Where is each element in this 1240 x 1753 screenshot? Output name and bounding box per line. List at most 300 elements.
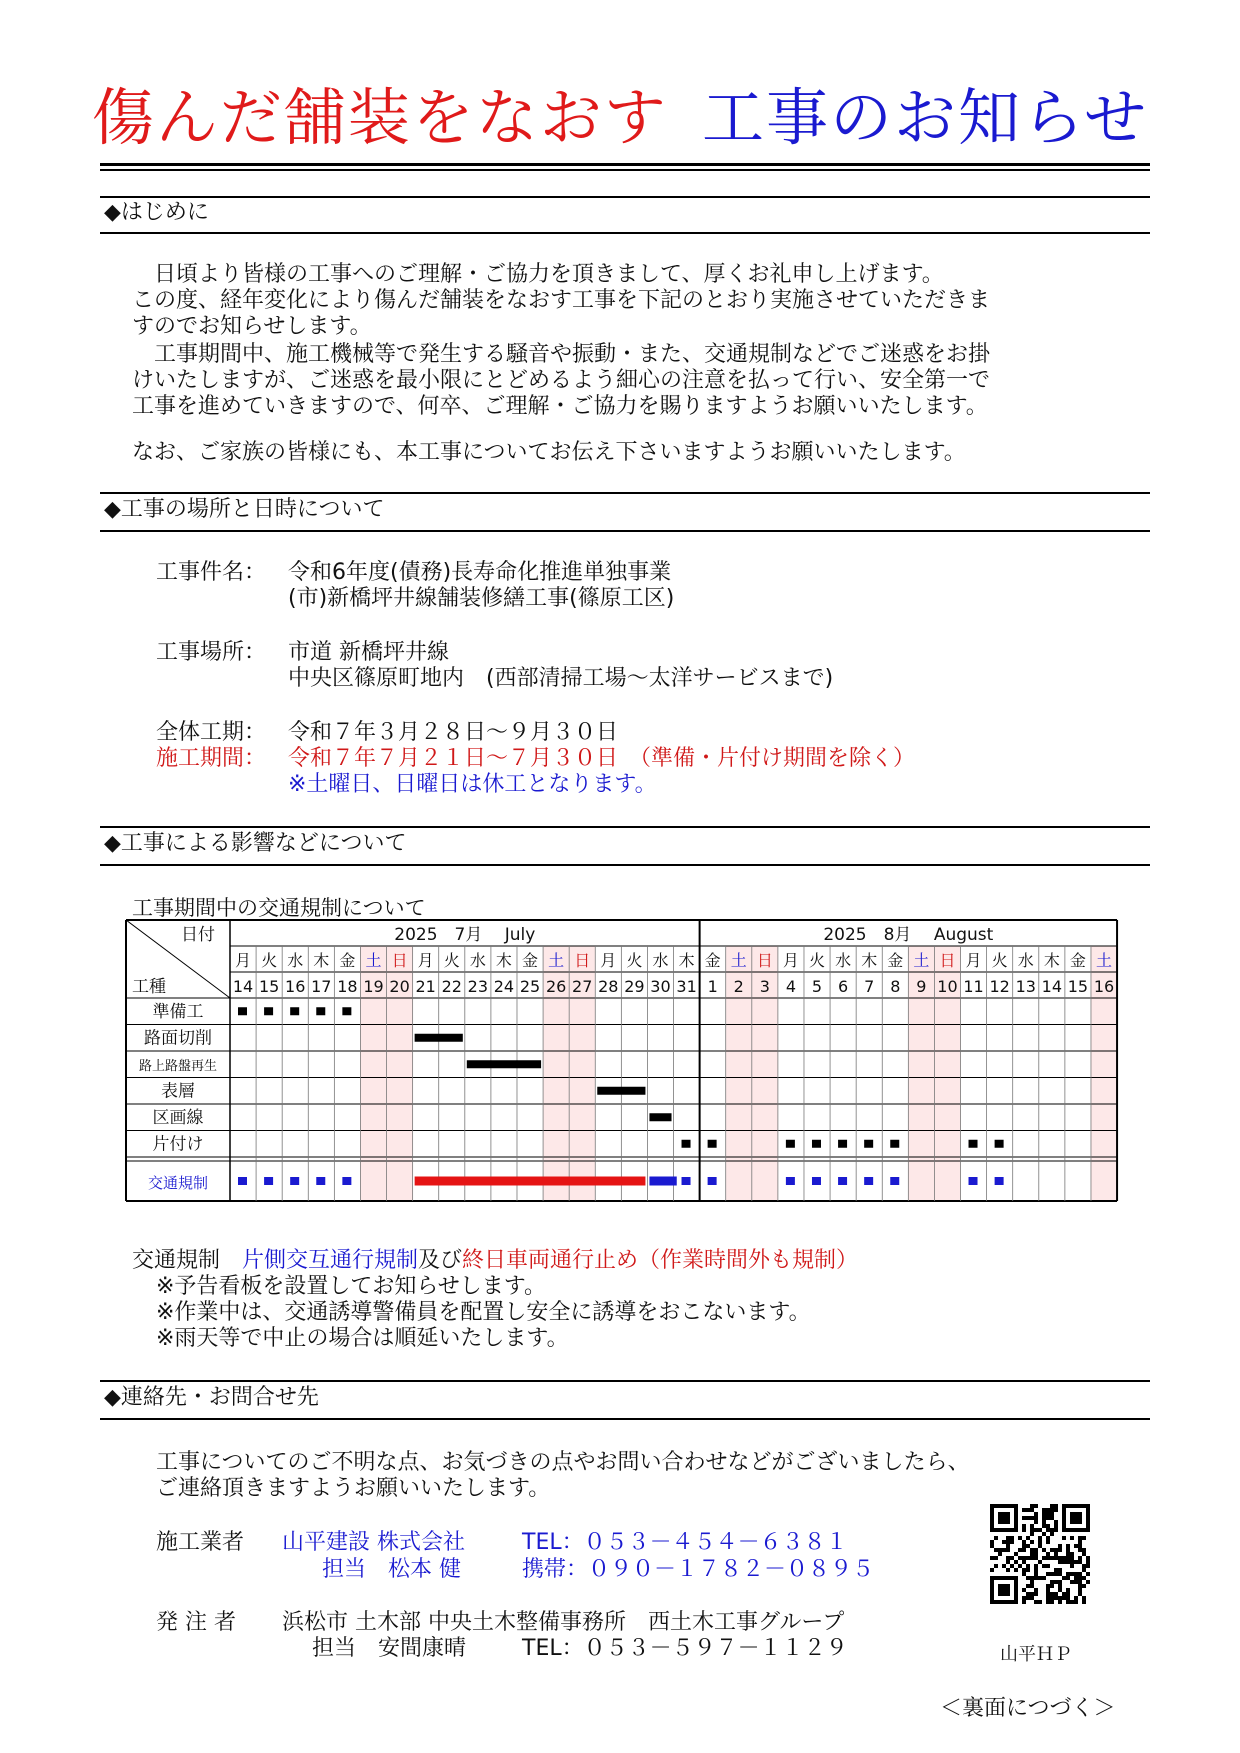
traffic-note: ※雨天等で中止の場合は順延いたします。 xyxy=(156,1326,569,1351)
traffic-note: ※予告看板を設置してお知らせします。 xyxy=(156,1274,547,1299)
qr-module xyxy=(1022,1516,1026,1520)
weekday-label: 火 xyxy=(809,951,826,970)
qr-module xyxy=(1078,1548,1082,1552)
qr-module xyxy=(1022,1528,1026,1532)
qr-module xyxy=(1070,1536,1074,1540)
qr-module xyxy=(1070,1512,1082,1524)
qr-module xyxy=(1046,1524,1050,1528)
qr-module xyxy=(1082,1596,1086,1600)
schedule-bar xyxy=(415,1034,463,1042)
day-label: 15 xyxy=(258,977,280,996)
day-label: 3 xyxy=(759,977,770,996)
qr-module xyxy=(1026,1576,1030,1580)
intro-line: 日頃より皆様の工事へのご理解・ご協力を頂きまして、厚くお礼申し上げます。 xyxy=(132,262,944,287)
qr-module xyxy=(1054,1524,1058,1528)
qr-module xyxy=(1074,1600,1078,1604)
weekday-label: 火 xyxy=(443,951,460,970)
qr-module xyxy=(1034,1588,1038,1592)
qr-module xyxy=(1086,1564,1090,1568)
weekday-label: 水 xyxy=(835,951,852,970)
qr-module xyxy=(1034,1520,1038,1524)
project-name-line2: (市)新橋坪井線舗装修繕工事(篠原工区) xyxy=(288,586,675,611)
qr-module xyxy=(1002,1564,1006,1568)
intro-line: 工事を進めていきますので、何卒、ご理解・ご協力を賜りますようお願いいたします。 xyxy=(132,394,988,419)
qr-module xyxy=(1058,1560,1062,1564)
corner-work-label: 工種 xyxy=(132,977,166,997)
qr-module xyxy=(1014,1568,1018,1572)
total-period-label: 全体工期： xyxy=(156,720,267,745)
qr-module xyxy=(1042,1532,1046,1536)
qr-module xyxy=(1082,1564,1086,1568)
qr-module xyxy=(998,1584,1010,1596)
qr-module xyxy=(1050,1532,1054,1536)
qr-module xyxy=(1034,1548,1038,1552)
project-name-line1: 令和6年度(債務)長寿命化推進単独事業 xyxy=(288,560,672,585)
qr-module xyxy=(1062,1560,1066,1564)
qr-module xyxy=(1046,1572,1050,1576)
work-row-label: 準備工 xyxy=(152,1002,204,1023)
one-way-text: 片側交互通行規制 xyxy=(242,1248,419,1273)
qr-module xyxy=(1046,1596,1050,1600)
day-label: 13 xyxy=(1015,977,1036,996)
qr-module xyxy=(1030,1596,1034,1600)
qr-module xyxy=(1070,1580,1074,1584)
qr-module xyxy=(1050,1600,1054,1604)
day-label: 2 xyxy=(733,977,744,996)
qr-module xyxy=(1018,1548,1022,1552)
qr-module xyxy=(1066,1560,1070,1564)
qr-module xyxy=(1058,1580,1062,1584)
qr-module xyxy=(1022,1556,1026,1560)
qr-module xyxy=(1010,1540,1014,1544)
project-place-line1: 市道 新橋坪井線 xyxy=(288,640,449,665)
schedule-dash xyxy=(969,1177,978,1185)
qr-module xyxy=(1054,1596,1058,1600)
weekday-label: 木 xyxy=(861,951,878,970)
qr-module xyxy=(1082,1536,1086,1540)
divider xyxy=(100,1380,1150,1382)
qr-module xyxy=(1050,1572,1054,1576)
schedule-dash xyxy=(838,1177,847,1185)
qr-module xyxy=(1014,1560,1018,1564)
traffic-note: ※作業中は、交通誘導警備員を配置し安全に誘導をおこないます。 xyxy=(156,1300,811,1325)
intro-line: すのでお知らせします。 xyxy=(132,314,372,339)
schedule-bar xyxy=(597,1087,645,1095)
qr-module xyxy=(1078,1556,1082,1560)
schedule-dash xyxy=(290,1007,299,1015)
qr-module xyxy=(1058,1568,1062,1572)
work-row-label: 区画線 xyxy=(152,1108,204,1129)
day-label: 20 xyxy=(389,977,410,996)
qr-module xyxy=(1022,1524,1026,1528)
qr-module xyxy=(1050,1516,1054,1520)
qr-module xyxy=(1070,1552,1074,1556)
qr-module xyxy=(1050,1508,1054,1512)
contact-line: ご連絡頂きますようお願いいたします。 xyxy=(156,1476,551,1501)
weekend-note: ※土曜日、日曜日は休工となります。 xyxy=(288,772,657,797)
corner-date-label: 日付 xyxy=(181,925,215,945)
day-label: 14 xyxy=(232,977,254,996)
qr-module xyxy=(1042,1520,1046,1524)
continued-note: ＜裏面につづく＞ xyxy=(940,1696,1116,1721)
qr-module xyxy=(1038,1528,1042,1532)
qr-module xyxy=(1034,1592,1038,1596)
qr-module xyxy=(1026,1508,1030,1512)
weekday-label: 月 xyxy=(417,951,434,970)
qr-module xyxy=(1026,1592,1030,1596)
schedule-caption: 工事期間中の交通規制について xyxy=(132,896,426,920)
day-label: 17 xyxy=(311,977,332,996)
qr-module xyxy=(1026,1596,1030,1600)
qr-module xyxy=(1006,1568,1010,1572)
qr-module xyxy=(1026,1536,1030,1540)
qr-module xyxy=(994,1564,998,1568)
qr-module xyxy=(1058,1556,1062,1560)
qr-module xyxy=(1046,1600,1050,1604)
weekday-label: 月 xyxy=(235,951,252,970)
project-name-label: 工事件名： xyxy=(156,560,267,585)
section-heading-intro: ◆はじめに xyxy=(104,200,209,225)
project-place-label: 工事場所： xyxy=(156,640,267,665)
qr-module xyxy=(1050,1556,1054,1560)
qr-module xyxy=(1058,1544,1062,1548)
qr-module xyxy=(1050,1504,1054,1508)
schedule-dash xyxy=(316,1007,325,1015)
qr-module xyxy=(1046,1584,1050,1588)
qr-module xyxy=(1042,1524,1046,1528)
qr-module xyxy=(1030,1504,1034,1508)
qr-module xyxy=(1078,1544,1082,1548)
qr-module xyxy=(1070,1564,1074,1568)
qr-module xyxy=(1058,1548,1062,1552)
qr-module xyxy=(1074,1596,1078,1600)
weekday-label: 金 xyxy=(522,951,539,970)
qr-module xyxy=(1086,1556,1090,1560)
qr-module xyxy=(1034,1528,1038,1532)
qr-module xyxy=(1034,1564,1038,1568)
qr-module xyxy=(1026,1556,1030,1560)
day-label: 1 xyxy=(707,977,718,996)
qr-module xyxy=(1030,1576,1034,1580)
qr-module xyxy=(1046,1540,1050,1544)
weekday-label: 日 xyxy=(756,951,773,970)
qr-module xyxy=(1030,1528,1034,1532)
qr-module xyxy=(1078,1576,1082,1580)
qr-module xyxy=(1074,1580,1078,1584)
qr-module xyxy=(1054,1504,1058,1508)
day-label: 7 xyxy=(864,977,875,996)
intro-line: けいたしますが、ご迷惑を最小限にとどめるよう細心の注意を払って行い、安全第一で xyxy=(132,368,991,393)
work-period-value: 令和７年７月２１日～７月３０日 （準備・片付け期間を除く） xyxy=(288,746,916,771)
intro-line: 工事期間中、施工機械等で発生する騒音や振動・また、交通規制などでご迷惑をお掛 xyxy=(132,342,991,367)
qr-module xyxy=(1054,1580,1058,1584)
weekday-label: 火 xyxy=(991,951,1008,970)
qr-module xyxy=(1002,1540,1006,1544)
qr-module xyxy=(1010,1564,1014,1568)
schedule-dash xyxy=(264,1177,273,1185)
qr-module xyxy=(1066,1552,1070,1556)
weekday-label: 火 xyxy=(626,951,643,970)
weekday-label: 金 xyxy=(1069,951,1086,970)
qr-module xyxy=(1066,1548,1070,1552)
qr-module xyxy=(1054,1548,1058,1552)
weekday-label: 土 xyxy=(365,951,382,970)
schedule-dash xyxy=(995,1177,1004,1185)
qr-module xyxy=(1030,1516,1034,1520)
qr-module xyxy=(1046,1516,1050,1520)
qr-module xyxy=(1030,1580,1034,1584)
qr-module xyxy=(1022,1588,1026,1592)
qr-module xyxy=(1022,1596,1026,1600)
schedule-dash xyxy=(812,1177,821,1185)
qr-module xyxy=(1030,1548,1034,1552)
weekday-label: 土 xyxy=(1096,951,1113,970)
qr-module xyxy=(1054,1528,1058,1532)
qr-module xyxy=(1078,1540,1082,1544)
qr-module xyxy=(1054,1508,1058,1512)
qr-module xyxy=(1042,1516,1046,1520)
schedule-dash xyxy=(864,1140,873,1148)
qr-module xyxy=(1026,1568,1030,1572)
title-part2: 工事のお知らせ xyxy=(701,81,1149,154)
day-label: 31 xyxy=(676,977,697,996)
schedule-dash xyxy=(786,1177,795,1185)
qr-module xyxy=(1066,1544,1070,1548)
day-label: 8 xyxy=(890,977,901,996)
qr-module xyxy=(1058,1596,1062,1600)
qr-module xyxy=(1042,1564,1046,1568)
schedule-dash xyxy=(682,1140,691,1148)
section-heading-location: ◆工事の場所と日時について xyxy=(104,497,385,522)
day-label: 24 xyxy=(493,977,515,996)
client-person: 担当 安間康晴 xyxy=(312,1636,467,1661)
qr-module xyxy=(1070,1556,1074,1560)
qr-module xyxy=(1030,1540,1034,1544)
qr-module xyxy=(1066,1600,1070,1604)
qr-module xyxy=(1030,1508,1034,1512)
qr-module xyxy=(1018,1556,1022,1560)
work-period-label: 施工期間： xyxy=(156,746,267,771)
qr-module xyxy=(1058,1584,1062,1588)
qr-module xyxy=(1062,1592,1066,1596)
qr-module xyxy=(1046,1536,1050,1540)
schedule-bar xyxy=(415,1177,646,1186)
day-label: 28 xyxy=(598,977,619,996)
weekday-label: 金 xyxy=(887,951,904,970)
schedule-dash xyxy=(708,1140,717,1148)
weekday-label: 日 xyxy=(574,951,591,970)
qr-module xyxy=(1034,1504,1038,1508)
qr-module xyxy=(1062,1596,1066,1600)
day-label: 22 xyxy=(441,977,462,996)
qr-module xyxy=(1046,1588,1050,1592)
qr-module xyxy=(998,1548,1002,1552)
traffic-notes-main xyxy=(132,1248,858,1274)
qr-module xyxy=(1026,1564,1030,1568)
qr-module xyxy=(1086,1580,1090,1584)
month-header-july: 2025 7月 July xyxy=(394,925,536,945)
qr-module xyxy=(1030,1592,1034,1596)
qr-module xyxy=(1050,1512,1054,1516)
qr-module xyxy=(1046,1556,1050,1560)
qr-module xyxy=(1034,1512,1038,1516)
schedule-dash xyxy=(812,1140,821,1148)
qr-module xyxy=(1050,1580,1054,1584)
divider xyxy=(100,1418,1150,1420)
qr-module xyxy=(1026,1544,1030,1548)
qr-module xyxy=(1078,1580,1082,1584)
qr-module xyxy=(1058,1600,1062,1604)
section-heading-contact: ◆連絡先・お問合せ先 xyxy=(104,1385,319,1410)
weekday-label: 木 xyxy=(1043,951,1060,970)
qr-module xyxy=(1046,1512,1050,1516)
total-period-value: 令和７年３月２８日～９月３０日 xyxy=(288,720,619,745)
day-label: 19 xyxy=(363,977,384,996)
qr-module xyxy=(1014,1552,1018,1556)
qr-module xyxy=(1050,1596,1054,1600)
qr-module xyxy=(1066,1572,1070,1576)
qr-module xyxy=(1034,1600,1038,1604)
qr-module xyxy=(1058,1588,1062,1592)
qr-module xyxy=(1006,1548,1010,1552)
weekday-label: 月 xyxy=(782,951,799,970)
day-label: 4 xyxy=(785,977,797,996)
schedule-dash xyxy=(238,1177,247,1185)
qr-module xyxy=(1006,1536,1010,1540)
contractor-label: 施工業者 xyxy=(156,1530,245,1555)
schedule-dash xyxy=(708,1177,717,1185)
schedule-dash xyxy=(238,1007,247,1015)
day-label: 30 xyxy=(650,977,671,996)
qr-module xyxy=(1078,1572,1082,1576)
weekday-label: 月 xyxy=(965,951,982,970)
project-place-line2: 中央区篠原町地内 (西部清掃工場～太洋サービスまで) xyxy=(288,666,834,691)
weekday-label: 土 xyxy=(548,951,565,970)
qr-module xyxy=(1038,1540,1042,1544)
qr-module xyxy=(1038,1544,1042,1548)
qr-module xyxy=(1078,1584,1082,1588)
day-label: 11 xyxy=(963,977,984,996)
qr-module xyxy=(1074,1576,1078,1580)
client-label: 発 注 者 xyxy=(156,1610,236,1635)
intro-line: この度、経年変化により傷んだ舗装をなおす工事を下記のとおり実施させていただきま xyxy=(132,288,991,313)
qr-module xyxy=(1082,1584,1086,1588)
qr-module xyxy=(1034,1516,1038,1520)
qr-module xyxy=(1066,1588,1070,1592)
qr-module xyxy=(1070,1572,1074,1576)
qr-module xyxy=(1022,1540,1026,1544)
qr-module xyxy=(1054,1520,1058,1524)
work-row-label: 路上路盤再生 xyxy=(138,1059,218,1075)
qr-module xyxy=(1082,1568,1086,1572)
day-label: 27 xyxy=(572,977,593,996)
contractor-name: 山平建設 株式会社 xyxy=(282,1530,465,1555)
qr-module xyxy=(1050,1584,1054,1588)
work-row-label: 表層 xyxy=(161,1081,195,1102)
qr-module xyxy=(1074,1544,1078,1548)
qr-code-icon[interactable] xyxy=(990,1504,1090,1604)
section-heading-impact: ◆工事による影響などについて xyxy=(104,831,407,856)
qr-module xyxy=(1030,1532,1034,1536)
qr-module xyxy=(1066,1592,1070,1596)
day-label: 14 xyxy=(1041,977,1063,996)
schedule-dash xyxy=(342,1177,351,1185)
day-label: 25 xyxy=(519,977,541,996)
contact-line: 工事についてのご不明な点、お気づきの点やお問い合わせなどがございましたら、 xyxy=(156,1450,970,1475)
qr-module xyxy=(1046,1508,1050,1512)
schedule-dash xyxy=(838,1140,847,1148)
weekday-label: 木 xyxy=(495,951,512,970)
qr-module xyxy=(994,1548,998,1552)
day-label: 16 xyxy=(285,977,306,996)
month-header-august: 2025 8月 August xyxy=(823,925,994,945)
qr-module xyxy=(1022,1508,1026,1512)
qr-module xyxy=(1006,1560,1010,1564)
work-row-label: 路面切削 xyxy=(144,1028,212,1049)
closure-text: 終日車両通行止め（作業時間外も規制） xyxy=(462,1248,859,1273)
qr-module xyxy=(1070,1560,1074,1564)
qr-module xyxy=(1022,1560,1026,1564)
qr-module xyxy=(990,1540,994,1544)
weekday-label: 月 xyxy=(600,951,617,970)
traffic-row-label: 交通規制 xyxy=(147,1174,209,1192)
day-label: 5 xyxy=(811,977,823,996)
qr-module xyxy=(1062,1576,1066,1580)
qr-module xyxy=(1074,1572,1078,1576)
qr-module xyxy=(1010,1556,1014,1560)
weekday-label: 木 xyxy=(313,951,330,970)
qr-module xyxy=(998,1552,1002,1556)
schedule-dash xyxy=(864,1177,873,1185)
schedule-bar xyxy=(467,1060,541,1068)
day-label: 15 xyxy=(1067,977,1089,996)
qr-module xyxy=(1078,1560,1082,1564)
client-name: 浜松市 土木部 中央土木整備事務所 西土木工事グループ xyxy=(282,1610,845,1635)
qr-module xyxy=(1054,1552,1058,1556)
qr-module xyxy=(1038,1536,1042,1540)
weekday-label: 金 xyxy=(339,951,356,970)
day-label: 21 xyxy=(415,977,436,996)
qr-module xyxy=(1074,1560,1078,1564)
day-label: 10 xyxy=(937,977,958,996)
qr-module xyxy=(1030,1524,1034,1528)
qr-module xyxy=(1046,1528,1050,1532)
qr-module xyxy=(1046,1564,1050,1568)
weekday-label: 水 xyxy=(287,951,304,970)
qr-module xyxy=(1034,1572,1038,1576)
qr-module xyxy=(1058,1572,1062,1576)
qr-module xyxy=(1070,1600,1074,1604)
weekday-label: 木 xyxy=(678,951,695,970)
qr-module xyxy=(1078,1588,1082,1592)
qr-module xyxy=(1038,1600,1042,1604)
contractor-mobile: 携帯：０９０－１７８２－０８９５ xyxy=(522,1557,875,1582)
work-row-label: 片付け xyxy=(152,1134,204,1155)
weekday-label: 水 xyxy=(469,951,486,970)
schedule-dash xyxy=(290,1177,299,1185)
weekday-label: 土 xyxy=(730,951,747,970)
weekday-label: 水 xyxy=(652,951,669,970)
day-label: 18 xyxy=(337,977,358,996)
qr-module xyxy=(1034,1576,1038,1580)
title-part1: 傷んだ舗装をなおす xyxy=(91,81,668,154)
qr-module xyxy=(1006,1544,1010,1548)
qr-module xyxy=(1082,1600,1086,1604)
qr-module xyxy=(1066,1596,1070,1600)
contractor-person: 担当 松本 健 xyxy=(322,1557,461,1582)
qr-module xyxy=(1038,1560,1042,1564)
schedule-bar xyxy=(649,1113,671,1121)
